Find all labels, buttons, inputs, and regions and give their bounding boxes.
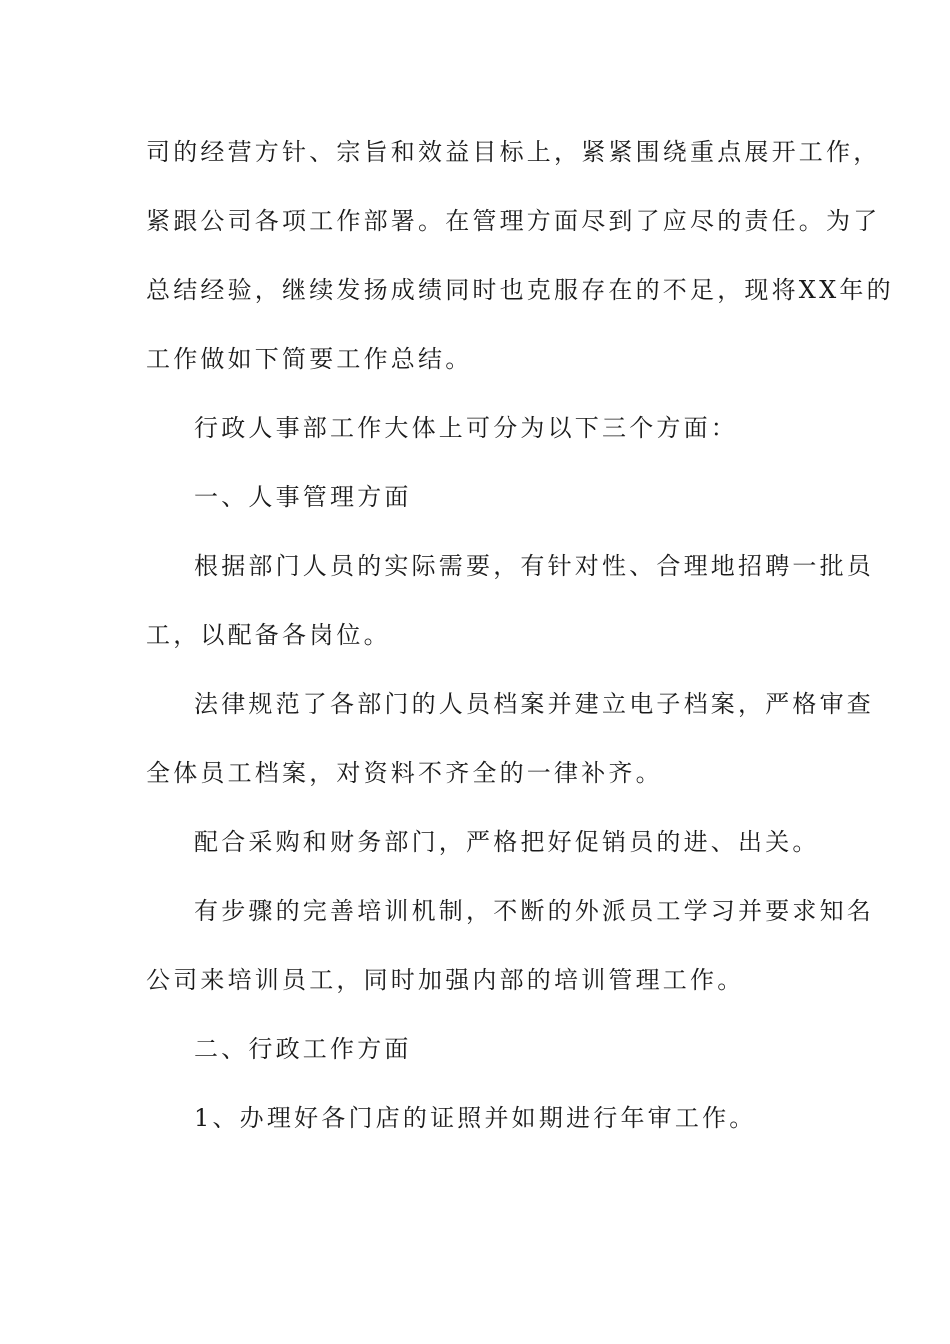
body-text-line: 紧跟公司各项工作部署。在管理方面尽到了应尽的责任。为了 bbox=[146, 207, 881, 235]
list-item: 1、办理好各门店的证照并如期进行年审工作。 bbox=[194, 1104, 757, 1132]
paragraph-start: 法律规范了各部门的人员档案并建立电子档案，严格审查 bbox=[194, 690, 874, 718]
body-text-line: 工作做如下简要工作总结。 bbox=[146, 345, 473, 373]
paragraph-start: 根据部门人员的实际需要，有针对性、合理地招聘一批员 bbox=[194, 552, 874, 580]
paragraph-start: 配合采购和财务部门，严格把好促销员的进、出关。 bbox=[194, 828, 820, 856]
body-text-line: 全体员工档案，对资料不齐全的一律补齐。 bbox=[146, 759, 663, 787]
body-text-line: 工，以配备各岗位。 bbox=[146, 621, 391, 649]
paragraph-start: 有步骤的完善培训机制，不断的外派员工学习并要求知名 bbox=[194, 897, 874, 925]
section-heading: 二、行政工作方面 bbox=[194, 1035, 412, 1063]
body-text-line: 司的经营方针、宗旨和效益目标上，紧紧围绕重点展开工作， bbox=[146, 138, 881, 166]
paragraph-intro: 行政人事部工作大体上可分为以下三个方面： bbox=[194, 414, 738, 442]
body-text-line: 总结经验，继续发扬成绩同时也克服存在的不足，现将XX年的 bbox=[146, 276, 894, 304]
section-heading: 一、人事管理方面 bbox=[194, 483, 412, 511]
document-page bbox=[146, 128, 894, 1163]
body-text-line: 公司来培训员工，同时加强内部的培训管理工作。 bbox=[146, 966, 745, 994]
